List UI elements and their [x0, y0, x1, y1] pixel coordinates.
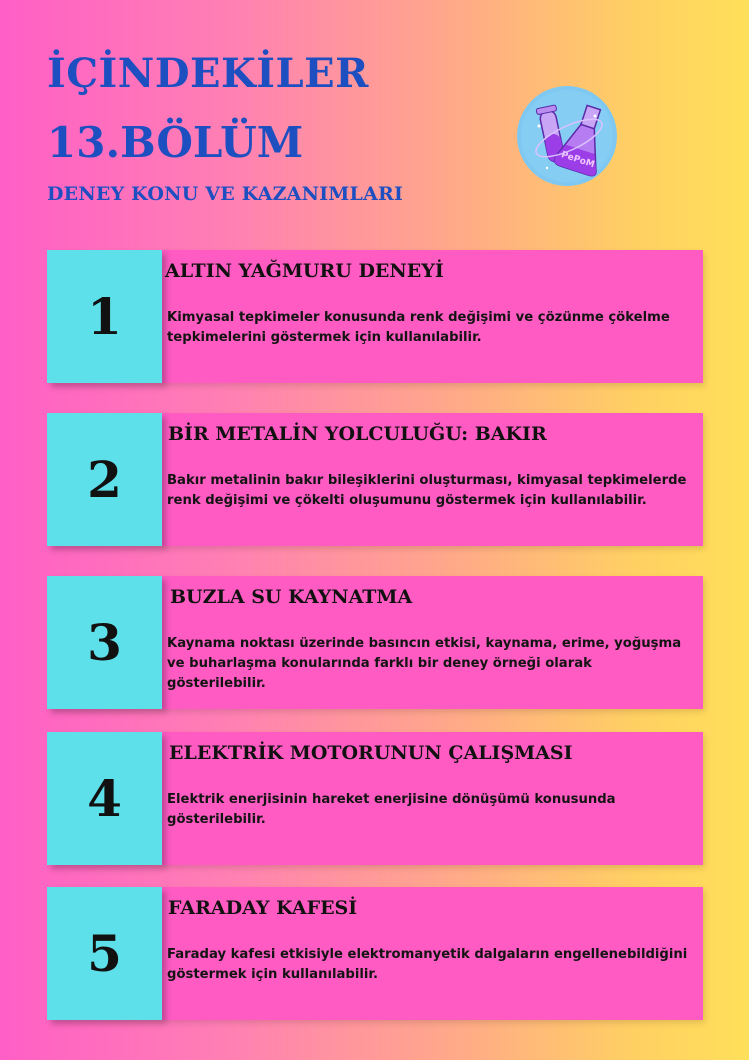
item-title: FARADAY KAFESİ [168, 897, 358, 919]
flask-icon [517, 86, 617, 186]
item-content [162, 413, 703, 546]
item-content [162, 732, 703, 865]
item-number: 2 [87, 450, 122, 509]
item-title: BUZLA SU KAYNATMA [170, 586, 413, 608]
item-description: Bakır metalinin bakır bileşiklerini oluşturması, kimyasal tepkimelerde renk değişimi ve çökelti oluşumunu göstermek için kullanılabilir. [167, 473, 687, 508]
section-number-title: 13.BÖLÜM [47, 118, 304, 167]
list-item [47, 250, 703, 383]
item-content [162, 576, 703, 709]
item-title: ALTIN YAĞMURU DENEYİ [165, 260, 444, 282]
item-description: Faraday kafesi etkisiyle elektromanyetik dalgaların engellenebildiğini göstermek için kullanılabilir. [167, 947, 688, 982]
item-description: Kaynama noktası üzerinde basıncın etkisi, kaynama, erime, yoğuşma ve buharlaşma konularında farklı bir deney örneği olarak gösterilebilir. [167, 636, 682, 691]
item-number: 5 [87, 924, 122, 983]
page-subtitle: DENEY KONU VE KAZANIMLARI [47, 183, 404, 205]
item-number: 1 [87, 287, 122, 346]
list-item [47, 576, 703, 709]
item-description: Elektrik enerjisinin hareket enerjisine dönüşümü konusunda gösterilebilir. [167, 792, 616, 827]
list-item [47, 413, 703, 546]
item-description: Kimyasal tepkimeler konusunda renk değişimi ve çözünme çökelme tepkimelerini göstermek için kullanılabilir. [167, 310, 670, 345]
logo-text: PePoM [559, 150, 596, 171]
item-title: BİR METALİN YOLCULUĞU: BAKIR [168, 423, 547, 445]
item-number: 3 [87, 613, 122, 672]
number-box [47, 413, 162, 546]
number-box [47, 732, 162, 865]
pepom-logo [517, 86, 617, 186]
page-title: İÇİNDEKİLER [47, 50, 369, 97]
list-item [47, 887, 703, 1020]
list-item [47, 732, 703, 865]
item-content [162, 887, 703, 1020]
item-content [162, 250, 703, 383]
number-box [47, 887, 162, 1020]
number-box [47, 576, 162, 709]
item-title: ELEKTRİK MOTORUNUN ÇALIŞMASI [169, 742, 573, 764]
item-number: 4 [87, 769, 122, 828]
number-box [47, 250, 162, 383]
